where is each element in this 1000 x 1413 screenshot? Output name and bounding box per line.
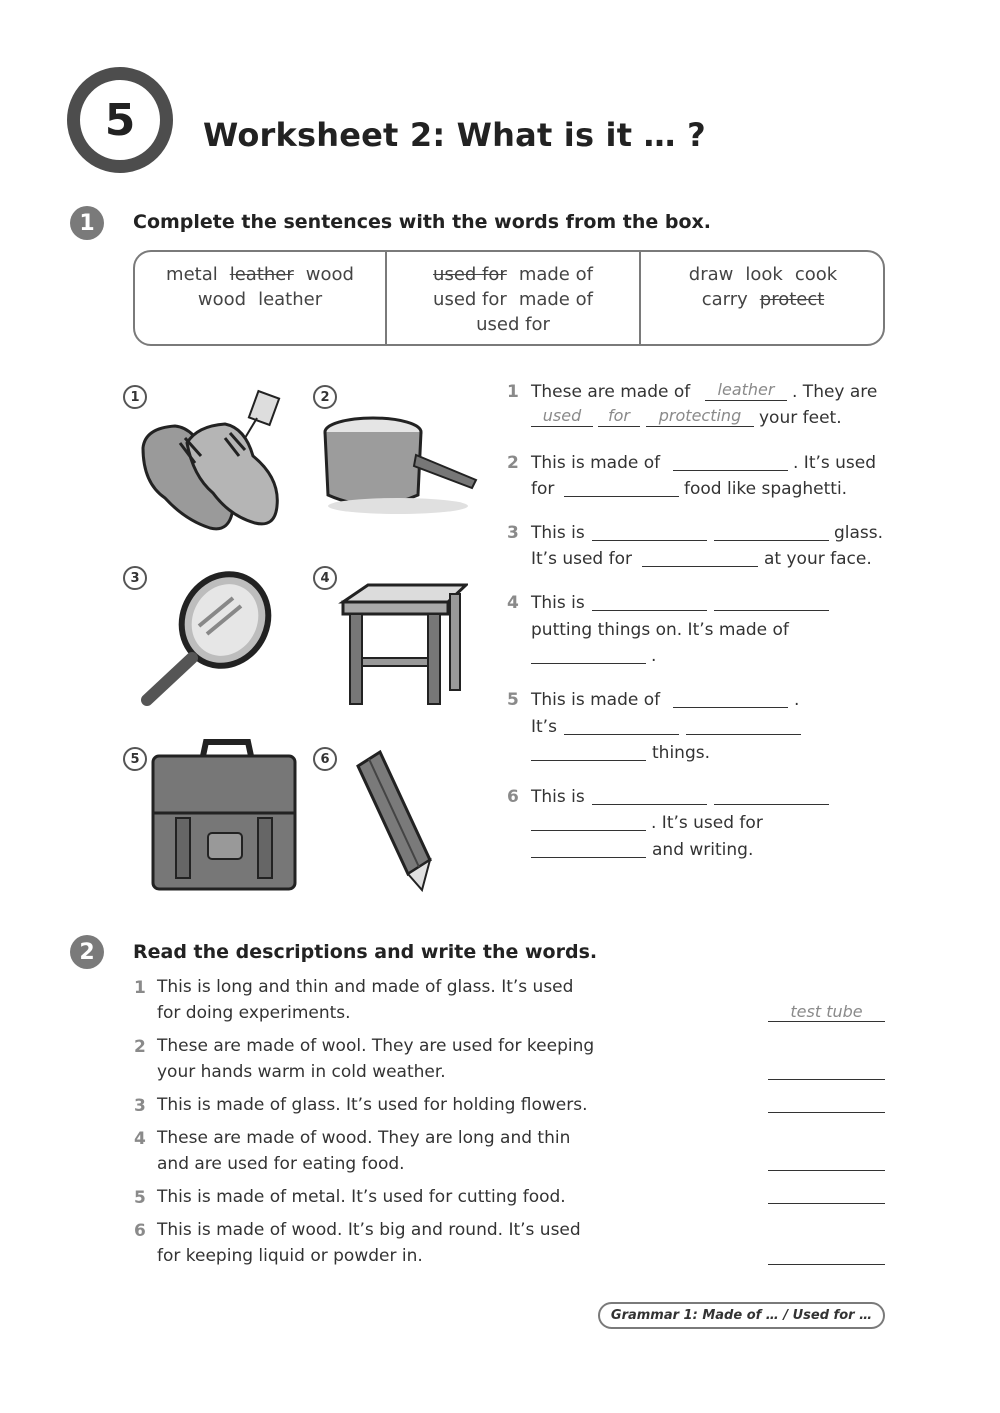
- description-text: [157, 1033, 594, 1085]
- answer-test-tube: test tube: [790, 1002, 863, 1021]
- answer-blank: [531, 426, 593, 427]
- answer-protecting: protecting: [658, 406, 742, 425]
- picture-number-3: 3: [123, 566, 147, 590]
- picture-number-2: 2: [313, 385, 337, 409]
- page-title: Worksheet 2: What is it … ?: [203, 116, 706, 154]
- answer-used: used: [542, 406, 582, 425]
- word-look: look: [745, 264, 783, 285]
- answer-blank[interactable]: [768, 1203, 885, 1204]
- answer-blank: [768, 1021, 885, 1022]
- answer-blank: [598, 426, 640, 427]
- description-text: [157, 974, 573, 1026]
- sentence-text: This is made of: [531, 690, 661, 710]
- answer-blank: [646, 426, 754, 427]
- answer-blank[interactable]: [592, 540, 707, 541]
- sentence-text: This is: [531, 787, 585, 807]
- answer-blank[interactable]: [592, 610, 707, 611]
- item-number: 3: [507, 523, 519, 543]
- answer-blank[interactable]: [673, 707, 788, 708]
- answer-blank[interactable]: [768, 1079, 885, 1080]
- description-line: These are made of wood. They are long and thin: [157, 1128, 571, 1148]
- unit-badge: [67, 67, 173, 173]
- item-number: 6: [134, 1221, 146, 1241]
- description-text: [157, 1217, 581, 1269]
- answer-leather: leather: [717, 380, 775, 399]
- section-2-instruction: Read the descriptions and write the words.: [133, 941, 598, 963]
- unit-number: 5: [104, 94, 136, 146]
- grammar-reference-pill: Grammar 1: Made of … / Used for …: [598, 1302, 885, 1329]
- answer-blank[interactable]: [686, 734, 801, 735]
- shoes-icon: [135, 388, 285, 538]
- word-used-for-struck: used for: [433, 264, 507, 285]
- sentence-text: This is: [531, 593, 585, 613]
- item-number: 2: [134, 1037, 146, 1057]
- description-line: These are made of wool. They are used for keeping: [157, 1036, 595, 1056]
- mirror-icon: [137, 568, 277, 708]
- sentence-text: glass.: [834, 523, 884, 543]
- description-text: [157, 1125, 570, 1177]
- description-line: for keeping liquid or powder in.: [157, 1246, 423, 1266]
- word-box-col-3: [641, 252, 885, 344]
- description-text: [157, 1184, 566, 1210]
- sentence-text: . They are: [792, 382, 878, 402]
- sentence-text: This is made of: [531, 453, 661, 473]
- item-number: 4: [134, 1129, 146, 1149]
- stool-icon: [338, 580, 468, 710]
- word-box-col-2: [387, 252, 639, 344]
- answer-blank[interactable]: [531, 857, 646, 858]
- word-draw: draw: [688, 264, 734, 285]
- description-line: This is made of metal. It’s used for cutting food.: [157, 1187, 566, 1207]
- word-metal: metal: [166, 264, 218, 285]
- sentence-text: . It’s used for: [651, 813, 763, 833]
- word-protect-struck: protect: [759, 289, 825, 310]
- sentence-text: .: [651, 646, 657, 666]
- answer-blank[interactable]: [531, 830, 646, 831]
- item-number: 5: [507, 690, 519, 710]
- saucepan-icon: [318, 410, 478, 520]
- sentence-text: food like spaghetti.: [684, 479, 848, 499]
- description-line: This is made of glass. It’s used for holding flowers.: [157, 1095, 588, 1115]
- sentence-text: putting things on. It’s made of: [531, 620, 789, 640]
- word-wood: wood: [197, 289, 247, 310]
- picture-number-6: 6: [313, 747, 337, 771]
- answer-blank[interactable]: [564, 496, 679, 497]
- picture-number-5: 5: [123, 747, 147, 771]
- picture-number-1: 1: [123, 385, 147, 409]
- word-box-col-1: [135, 252, 385, 344]
- word-cook: cook: [794, 264, 838, 285]
- word-made-of: made of: [518, 289, 593, 310]
- answer-blank[interactable]: [564, 734, 679, 735]
- answer-blank[interactable]: [714, 804, 829, 805]
- item-number: 2: [507, 453, 519, 473]
- word-wood: wood: [305, 264, 354, 285]
- item-number: 3: [134, 1096, 146, 1116]
- answer-blank[interactable]: [642, 566, 758, 567]
- description-line: This is made of wood. It’s big and round. It’s used: [157, 1220, 581, 1240]
- description-line: for doing experiments.: [157, 1003, 351, 1023]
- word-leather-struck: leather: [229, 264, 294, 285]
- word-box: [133, 250, 885, 346]
- answer-blank[interactable]: [714, 540, 829, 541]
- answer-blank[interactable]: [673, 470, 788, 471]
- answer-blank: [705, 400, 787, 401]
- word-used-for: used for: [433, 289, 507, 310]
- sentence-text: It’s: [531, 717, 557, 737]
- answer-for: for: [608, 406, 630, 425]
- sentence-text: This is: [531, 523, 585, 543]
- schoolbag-icon: [148, 738, 300, 893]
- word-made-of: made of: [518, 264, 593, 285]
- description-line: your hands warm in cold weather.: [157, 1062, 446, 1082]
- sentence-text: It’s used for: [531, 549, 633, 569]
- description-text: [157, 1092, 588, 1118]
- sentence-text: . It’s used: [793, 453, 877, 473]
- word-leather: leather: [258, 289, 323, 310]
- description-line: and are used for eating food.: [157, 1154, 405, 1174]
- picture-number-4: 4: [313, 566, 337, 590]
- sentence-text: things.: [652, 743, 710, 763]
- section-2-number: 2: [70, 935, 104, 969]
- sentence-text: at your face.: [764, 549, 872, 569]
- answer-blank[interactable]: [768, 1112, 885, 1113]
- sentence-text: for: [531, 479, 555, 499]
- sentence-text: and writing.: [652, 840, 754, 860]
- answer-blank[interactable]: [592, 804, 707, 805]
- word-carry: carry: [701, 289, 748, 310]
- answer-blank[interactable]: [768, 1264, 885, 1265]
- answer-blank[interactable]: [714, 610, 829, 611]
- answer-blank[interactable]: [768, 1170, 885, 1171]
- sentence-text: These are made of: [531, 382, 691, 402]
- item-number: 1: [134, 978, 146, 998]
- section-1-instruction: Complete the sentences with the words from the box.: [133, 211, 712, 233]
- item-number: 1: [507, 382, 519, 402]
- sentence-text: .: [794, 690, 800, 710]
- word-used-for: used for: [476, 314, 550, 335]
- item-number: 5: [134, 1188, 146, 1208]
- description-line: This is long and thin and made of glass. It’s used: [157, 977, 574, 997]
- sentence-text: your feet.: [759, 408, 842, 428]
- answer-blank[interactable]: [531, 760, 646, 761]
- answer-blank[interactable]: [531, 663, 646, 664]
- item-number: 4: [507, 593, 519, 613]
- item-number: 6: [507, 787, 519, 807]
- pencil-icon: [348, 748, 438, 893]
- section-1-number: 1: [70, 206, 104, 240]
